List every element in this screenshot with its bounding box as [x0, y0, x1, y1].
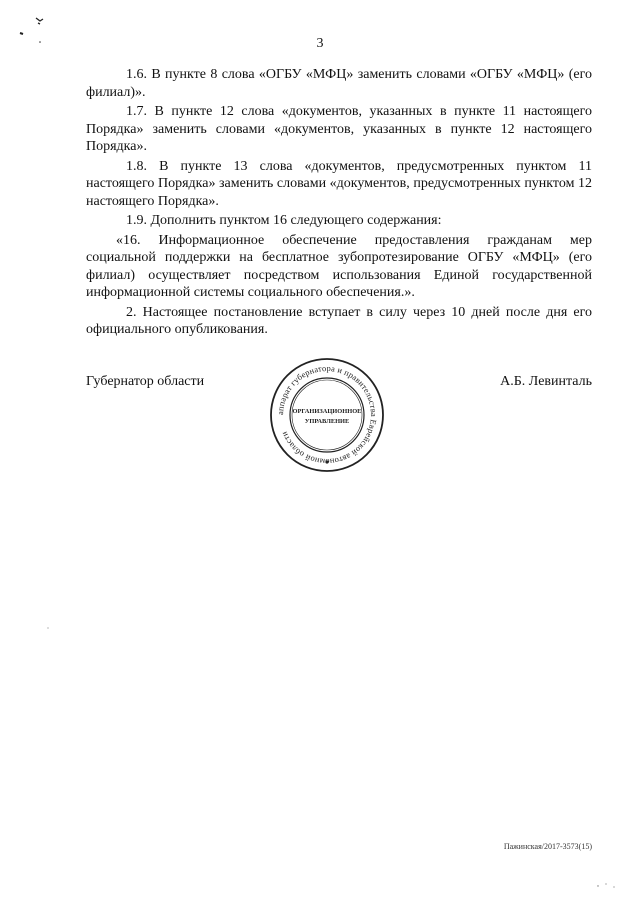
stamp-center-line-2: УПРАВЛЕНИЕ — [304, 418, 350, 425]
paragraph-2: 2. Настоящее постановление вступает в силу через 10 дней после дня его официального опубликования. — [86, 304, 592, 337]
paragraph-1-9: 1.9. Дополнить пунктом 16 следующего содержания: — [126, 213, 442, 228]
document-footer: Пажинская/2017-3573(15) — [503, 842, 592, 851]
official-stamp — [268, 356, 386, 474]
stamp-ring-text: аппарат губернатора и правительства Еврейской автон мной области — [275, 363, 379, 467]
paragraph-16-quote: «16. Информационное обеспечение предоставления гражданам мер социальной поддержки на бесплатное зубопротезирование ОГБУ «МФЦ» (его филиал) осуществляет посредством использования Единой государственной информационной системы социального обеспечения.». — [86, 232, 592, 300]
stamp-center-line-1: ОРГАНИЗАЦИОННОЕ — [292, 408, 362, 415]
page-number: 3 — [316, 36, 324, 51]
paragraph-1-7: 1.7. В пункте 12 слова «документов, указанных в пункте 11 настоящего Порядка» заменить словами «документов, указанных в пункте 12 настоящего Порядка». — [86, 104, 592, 154]
paragraph-1-6: 1.6. В пункте 8 слова «ОГБУ «МФЦ» заменить словами «ОГБУ «МФЦ» (его филиал)». — [86, 67, 592, 100]
paragraph-1-8: 1.8. В пункте 13 слова «документов, предусмотренных пунктом 11 настоящего Порядка» заменить словами «документов, предусмотренных пунктом 12 настоящего Порядка». — [86, 158, 592, 209]
signatory-name: А.Б. Левинталь — [500, 374, 592, 389]
signatory-title: Губернатор области — [86, 374, 205, 389]
document-body — [86, 66, 592, 341]
